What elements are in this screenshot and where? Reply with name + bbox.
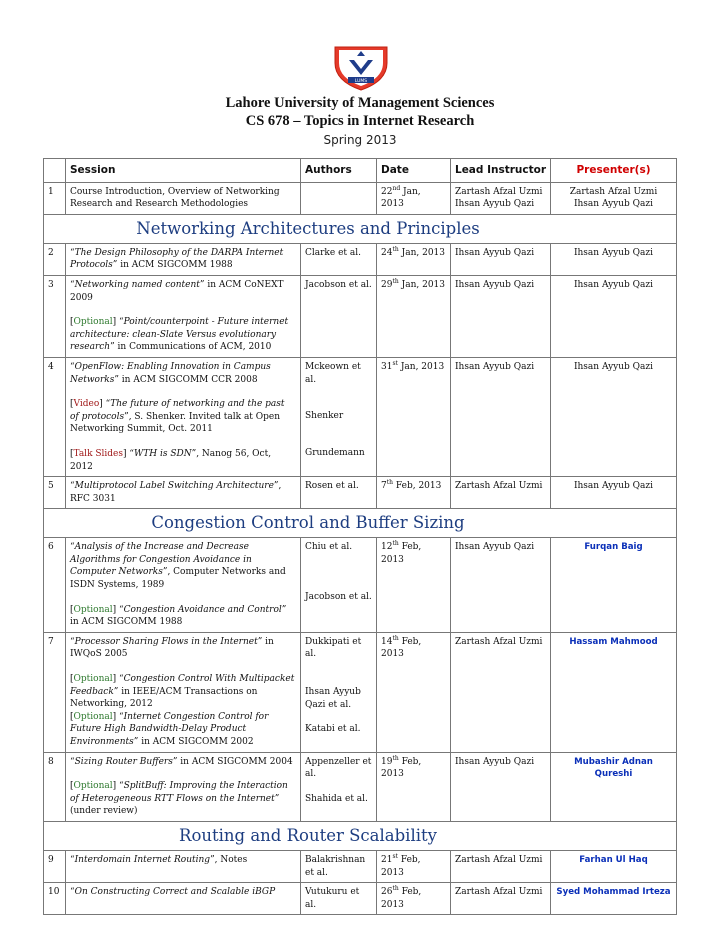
date-cell: 22nd Jan, 2013 (377, 182, 451, 214)
col-num (44, 159, 66, 183)
presenter-cell: Ihsan Ayyub Qazi (551, 357, 677, 476)
date-cell: 19th Feb, 2013 (377, 752, 451, 821)
table-row (44, 182, 677, 214)
lead-cell: Ihsan Ayyub Qazi (451, 538, 551, 633)
lead-cell: Ihsan Ayyub Qazi (451, 752, 551, 821)
session-cell: “OpenFlow: Enabling Innovation in Campus Networks” in ACM SIGCOMM CCR 2008 [Video] “The future of networking and the past of protocols”, S. Shenker. Invited talk at Open Networking Summit, Oct. 2011 [Talk Slides] “WTH is SDN”, Nanog 56, Oct, 2012 (66, 357, 301, 476)
lead-cell: Zartash Afzal Uzmi (451, 632, 551, 752)
section-heading: Routing and Router Scalability (66, 821, 551, 850)
section-row (44, 509, 677, 538)
table-row (44, 883, 677, 915)
session-cell: “Interdomain Internet Routing”, Notes (66, 850, 301, 882)
authors-cell (301, 182, 377, 214)
row-num: 3 (44, 275, 66, 357)
authors-cell: Rosen et al. (301, 477, 377, 509)
row-num: 2 (44, 243, 66, 275)
row-num: 10 (44, 883, 66, 915)
session-cell: “Multiprotocol Label Switching Architecture”, RFC 3031 (66, 477, 301, 509)
authors-cell: Jacobson et al. (301, 275, 377, 357)
presenter-cell: Furqan Baig (551, 538, 677, 633)
date-cell: 29th Jan, 2013 (377, 275, 451, 357)
table-row (44, 752, 677, 821)
lums-logo (332, 45, 390, 91)
presenter-cell: Mubashir Adnan Qureshi (551, 752, 677, 821)
col-authors: Authors (301, 159, 377, 183)
session-cell: “Analysis of the Increase and Decrease Algorithms for Congestion Avoidance in Computer Networks”, Computer Networks and ISDN Systems, 1989 [Optional] “Congestion Avoidance and Control” in ACM SIGCOMM 1988 (66, 538, 301, 633)
presenter-cell: Hassam Mahmood (551, 632, 677, 752)
row-num: 5 (44, 477, 66, 509)
lead-cell: Ihsan Ayyub Qazi (451, 275, 551, 357)
table-header-row (44, 159, 677, 183)
lead-cell: Zartash Afzal Uzmi (451, 477, 551, 509)
presenter-cell: Farhan Ul Haq (551, 850, 677, 882)
row-num: 1 (44, 182, 66, 214)
presenter-cell: Zartash Afzal Uzmi Ihsan Ayyub Qazi (551, 182, 677, 214)
authors-cell: Mckeown et al. Shenker Grundemann (301, 357, 377, 476)
presenter-cell: Ihsan Ayyub Qazi (551, 275, 677, 357)
date-cell: 7th Feb, 2013 (377, 477, 451, 509)
date-cell: 12th Feb, 2013 (377, 538, 451, 633)
session-cell: Course Introduction, Overview of Networking Research and Research Methodologies (66, 182, 301, 214)
university-title: Lahore University of Management Sciences (225, 95, 495, 111)
table-row (44, 477, 677, 509)
session-cell: “On Constructing Correct and Scalable iBGP (66, 883, 301, 915)
table-row (44, 357, 677, 476)
lead-cell: Zartash Afzal Uzmi (451, 883, 551, 915)
date-cell: 26th Feb, 2013 (377, 883, 451, 915)
table-row (44, 275, 677, 357)
lead-cell: Ihsan Ayyub Qazi (451, 243, 551, 275)
session-cell: “Processor Sharing Flows in the Internet” in IWQoS 2005 [Optional] “Congestion Control With Multipacket Feedback” in IEEE/ACM Transactions on Networking, 2012 [Optional] “Internet Congestion Control for Future High Bandwidth-Delay Product Environments” in ACM SIGCOMM 2002 (66, 632, 301, 752)
svg-text:LUMS: LUMS (354, 79, 368, 84)
session-cell: “Sizing Router Buffers” in ACM SIGCOMM 2004 [Optional] “SplitBuff: Improving the Interaction of Heterogeneous RTT Flows on the Internet” (under review) (66, 752, 301, 821)
row-num: 8 (44, 752, 66, 821)
table-row (44, 538, 677, 633)
authors-cell: Clarke et al. (301, 243, 377, 275)
section-row (44, 214, 677, 243)
presenter-cell: Ihsan Ayyub Qazi (551, 243, 677, 275)
term-label: Spring 2013 (323, 133, 397, 147)
presenter-cell: Syed Mohammad Irteza (551, 883, 677, 915)
session-cell: “Networking named content” in ACM CoNEXT 2009 [Optional] “Point/counterpoint - Future internet architecture: clean-Slate Versus evolutionary research” in Communications of ACM, 2010 (66, 275, 301, 357)
col-session: Session (66, 159, 301, 183)
date-cell: 31st Jan, 2013 (377, 357, 451, 476)
presenter-cell: Ihsan Ayyub Qazi (551, 477, 677, 509)
date-cell: 24th Jan, 2013 (377, 243, 451, 275)
date-cell: 14th Feb, 2013 (377, 632, 451, 752)
row-num: 6 (44, 538, 66, 633)
authors-cell: Vutukuru et al. (301, 883, 377, 915)
section-heading: Networking Architectures and Principles (66, 214, 551, 243)
lead-cell: Zartash Afzal Uzmi (451, 850, 551, 882)
session-cell: “The Design Philosophy of the DARPA Internet Protocols” in ACM SIGCOMM 1988 (66, 243, 301, 275)
authors-cell: Chiu et al. Jacobson et al. (301, 538, 377, 633)
row-num: 9 (44, 850, 66, 882)
col-presenters: Presenter(s) (551, 159, 677, 183)
authors-cell: Dukkipati et al. Ihsan Ayyub Qazi et al. Katabi et al. (301, 632, 377, 752)
section-row (44, 821, 677, 850)
section-heading: Congestion Control and Buffer Sizing (66, 509, 551, 538)
row-num: 4 (44, 357, 66, 476)
table-row (44, 632, 677, 752)
col-lead-instructor: Lead Instructor (451, 159, 551, 183)
authors-cell: Balakrishnan et al. (301, 850, 377, 882)
lead-cell: Ihsan Ayyub Qazi (451, 357, 551, 476)
schedule-table (43, 158, 677, 915)
lead-cell: Zartash Afzal Uzmi Ihsan Ayyub Qazi (451, 182, 551, 214)
date-cell: 21st Feb, 2013 (377, 850, 451, 882)
table-row (44, 243, 677, 275)
col-date: Date (377, 159, 451, 183)
course-title: CS 678 – Topics in Internet Research (245, 113, 475, 129)
table-row (44, 850, 677, 882)
authors-cell: Appenzeller et al. Shahida et al. (301, 752, 377, 821)
row-num: 7 (44, 632, 66, 752)
